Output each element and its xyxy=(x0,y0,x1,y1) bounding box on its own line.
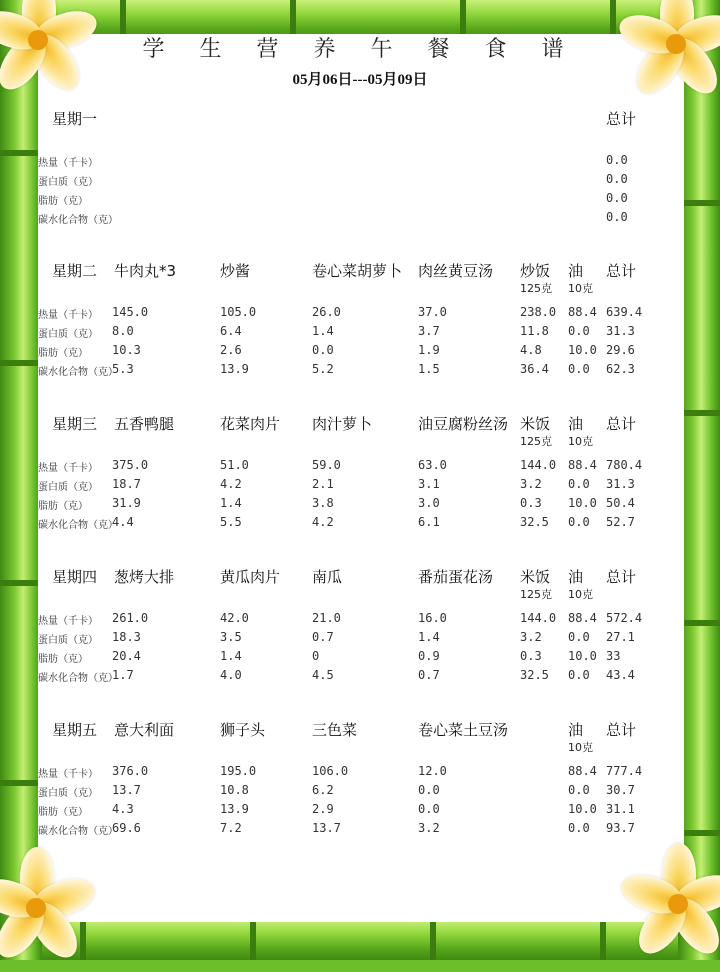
nutrient-value: 0.0 xyxy=(568,477,590,491)
nutrient-value: 145.0 xyxy=(112,305,149,319)
day-label: 星期三 xyxy=(52,415,98,433)
nutrient-value: 105.0 xyxy=(220,305,257,319)
staple-name: 炒饭 xyxy=(520,262,551,280)
nutrient-value: 16.0 xyxy=(418,611,447,625)
nutrient-label: 蛋白质（克） xyxy=(38,177,98,188)
nutrient-value: 31.3 xyxy=(606,324,635,338)
nutrient-value: 8.0 xyxy=(112,324,134,338)
nutrient-value: 0.0 xyxy=(568,324,590,338)
nutrient-value: 30.7 xyxy=(606,783,635,797)
nutrient-value: 3.2 xyxy=(520,477,542,491)
nutrient-value: 0.0 xyxy=(418,783,440,797)
nutrient-value: 0.0 xyxy=(606,153,628,167)
nutrient-label: 脂肪（克） xyxy=(38,196,88,207)
nutrient-value: 5.5 xyxy=(220,515,242,529)
day-label: 星期一 xyxy=(52,110,98,128)
nutrient-value: 777.4 xyxy=(606,764,643,778)
oil-qty: 10克 xyxy=(568,435,593,448)
day-block xyxy=(0,108,720,238)
nutrient-value: 10.0 xyxy=(568,802,597,816)
nutrient-value: 375.0 xyxy=(112,458,149,472)
nutrient-value: 1.7 xyxy=(112,668,134,682)
oil-qty: 10克 xyxy=(568,741,593,754)
date-range: 05月06日---05月09日 xyxy=(292,72,428,88)
nutrient-value: 0 xyxy=(312,649,320,663)
nutrient-value: 5.3 xyxy=(112,362,134,376)
nutrient-value: 5.2 xyxy=(312,362,334,376)
nutrient-value: 0.0 xyxy=(606,191,628,205)
nutrient-value: 32.5 xyxy=(520,515,549,529)
staple-name: 米饭 xyxy=(520,568,551,586)
flower-bottom-right-icon xyxy=(612,838,720,968)
nutrient-value: 1.4 xyxy=(220,496,242,510)
nutrient-label: 热量（千卡） xyxy=(38,310,98,321)
nutrient-value: 88.4 xyxy=(568,305,597,319)
nutrient-label: 热量（千卡） xyxy=(38,769,98,780)
nutrient-value: 59.0 xyxy=(312,458,341,472)
day-label: 星期四 xyxy=(52,568,98,586)
dish-name: 三色菜 xyxy=(312,721,358,739)
nutrient-value: 4.5 xyxy=(312,668,334,682)
nutrient-value: 0.0 xyxy=(606,172,628,186)
nutrient-value: 3.1 xyxy=(418,477,440,491)
nutrient-value: 144.0 xyxy=(520,611,557,625)
nutrient-value: 0.3 xyxy=(520,649,542,663)
dish-name: 牛肉丸*3 xyxy=(114,262,177,280)
nutrient-value: 29.6 xyxy=(606,343,635,357)
nutrient-value: 31.3 xyxy=(606,477,635,491)
staple-name: 米饭 xyxy=(520,415,551,433)
nutrient-value: 31.1 xyxy=(606,802,635,816)
nutrient-value: 3.2 xyxy=(520,630,542,644)
nutrient-value: 1.4 xyxy=(220,649,242,663)
day-block xyxy=(0,260,720,390)
nutrient-value: 37.0 xyxy=(418,305,447,319)
nutrient-value: 4.2 xyxy=(220,477,242,491)
nutrient-value: 27.1 xyxy=(606,630,635,644)
flower-center xyxy=(668,894,688,914)
nutrient-value: 4.0 xyxy=(220,668,242,682)
nutrient-label: 碳水化合物（克） xyxy=(38,520,118,531)
nutrient-value: 0.3 xyxy=(520,496,542,510)
nutrient-value: 88.4 xyxy=(568,764,597,778)
nutrient-label: 碳水化合物（克） xyxy=(38,215,118,226)
nutrient-value: 3.8 xyxy=(312,496,334,510)
staple-qty: 125克 xyxy=(520,588,552,601)
nutrient-label: 热量（千卡） xyxy=(38,616,98,627)
nutrient-value: 0.7 xyxy=(418,668,440,682)
nutrient-value: 18.7 xyxy=(112,477,141,491)
nutrient-value: 18.3 xyxy=(112,630,141,644)
dish-name: 黄瓜肉片 xyxy=(220,568,281,586)
dish-name: 南瓜 xyxy=(312,568,343,586)
day-block xyxy=(0,566,720,696)
oil-name: 油 xyxy=(568,568,584,586)
nutrient-value: 4.3 xyxy=(112,802,134,816)
staple-qty: 125克 xyxy=(520,282,552,295)
dish-name: 肉汁萝卜 xyxy=(312,415,373,433)
nutrient-value: 1.4 xyxy=(312,324,334,338)
nutrient-value: 63.0 xyxy=(418,458,447,472)
dish-name: 五香鸭腿 xyxy=(114,415,175,433)
nutrient-value: 0.0 xyxy=(568,515,590,529)
dish-name: 肉丝黄豆汤 xyxy=(418,262,494,280)
nutrient-value: 195.0 xyxy=(220,764,257,778)
nutrient-value: 36.4 xyxy=(520,362,549,376)
nutrient-value: 0.0 xyxy=(312,343,334,357)
nutrient-value: 13.7 xyxy=(312,821,341,835)
staple-qty: 125克 xyxy=(520,435,552,448)
page-title: 学 生 营 养 午 餐 食 谱 xyxy=(142,37,578,62)
nutrient-value: 33 xyxy=(606,649,621,663)
flower-center xyxy=(26,898,46,918)
nutrient-value: 1.9 xyxy=(418,343,440,357)
nutrient-value: 12.0 xyxy=(418,764,447,778)
nutrient-label: 蛋白质（克） xyxy=(38,482,98,493)
nutrient-value: 0.0 xyxy=(568,630,590,644)
nutrient-value: 780.4 xyxy=(606,458,643,472)
nutrient-value: 4.4 xyxy=(112,515,134,529)
nutrient-label: 蛋白质（克） xyxy=(38,329,98,340)
nutrient-value: 144.0 xyxy=(520,458,557,472)
nutrient-value: 0.0 xyxy=(568,821,590,835)
oil-name: 油 xyxy=(568,262,584,280)
dish-name: 卷心菜胡萝卜 xyxy=(312,262,403,280)
oil-name: 油 xyxy=(568,721,584,739)
nutrient-value: 32.5 xyxy=(520,668,549,682)
nutrient-value: 10.3 xyxy=(112,343,141,357)
nutrient-value: 10.0 xyxy=(568,496,597,510)
dish-name: 狮子头 xyxy=(220,721,266,739)
dish-name: 油豆腐粉丝汤 xyxy=(418,415,509,433)
nutrient-value: 62.3 xyxy=(606,362,635,376)
total-label: 总计 xyxy=(606,110,637,128)
nutrient-value: 88.4 xyxy=(568,611,597,625)
nutrient-value: 106.0 xyxy=(312,764,349,778)
nutrient-value: 52.7 xyxy=(606,515,635,529)
nutrient-value: 6.4 xyxy=(220,324,242,338)
nutrient-label: 脂肪（克） xyxy=(38,654,88,665)
nutrient-value: 31.9 xyxy=(112,496,141,510)
nutrient-value: 3.5 xyxy=(220,630,242,644)
nutrient-value: 13.9 xyxy=(220,362,249,376)
dish-name: 番茄蛋花汤 xyxy=(418,568,494,586)
nutrient-label: 蛋白质（克） xyxy=(38,635,98,646)
nutrient-value: 0.0 xyxy=(568,362,590,376)
dish-name: 意大利面 xyxy=(114,721,175,739)
nutrient-value: 10.8 xyxy=(220,783,249,797)
nutrient-value: 50.4 xyxy=(606,496,635,510)
oil-qty: 10克 xyxy=(568,588,593,601)
nutrient-value: 13.9 xyxy=(220,802,249,816)
nutrient-value: 4.2 xyxy=(312,515,334,529)
nutrient-value: 376.0 xyxy=(112,764,149,778)
nutrient-value: 1.5 xyxy=(418,362,440,376)
nutrient-value: 0.0 xyxy=(568,783,590,797)
nutrient-value: 261.0 xyxy=(112,611,149,625)
nutrient-value: 0.9 xyxy=(418,649,440,663)
nutrient-value: 4.8 xyxy=(520,343,542,357)
nutrient-value: 42.0 xyxy=(220,611,249,625)
nutrient-value: 10.0 xyxy=(568,649,597,663)
nutrient-value: 13.7 xyxy=(112,783,141,797)
nutrient-value: 572.4 xyxy=(606,611,643,625)
nutrient-label: 热量（千卡） xyxy=(38,463,98,474)
nutrient-value: 6.2 xyxy=(312,783,334,797)
nutrient-label: 热量（千卡） xyxy=(38,158,98,169)
total-label: 总计 xyxy=(606,415,637,433)
dish-name: 花菜肉片 xyxy=(220,415,281,433)
nutrient-value: 69.6 xyxy=(112,821,141,835)
nutrient-value: 2.1 xyxy=(312,477,334,491)
nutrient-value: 3.2 xyxy=(418,821,440,835)
nutrient-value: 238.0 xyxy=(520,305,557,319)
nutrient-value: 639.4 xyxy=(606,305,643,319)
nutrient-value: 43.4 xyxy=(606,668,635,682)
day-block xyxy=(0,413,720,543)
nutrient-label: 蛋白质（克） xyxy=(38,788,98,799)
nutrient-value: 0.0 xyxy=(418,802,440,816)
nutrient-value: 2.6 xyxy=(220,343,242,357)
nutrient-value: 1.4 xyxy=(418,630,440,644)
dish-name: 卷心菜土豆汤 xyxy=(418,721,509,739)
oil-name: 油 xyxy=(568,415,584,433)
total-label: 总计 xyxy=(606,721,637,739)
nutrient-value: 6.1 xyxy=(418,515,440,529)
nutrient-value: 3.0 xyxy=(418,496,440,510)
day-block xyxy=(0,719,720,849)
nutrient-value: 26.0 xyxy=(312,305,341,319)
nutrient-value: 0.7 xyxy=(312,630,334,644)
dish-name: 葱烤大排 xyxy=(114,568,175,586)
total-label: 总计 xyxy=(606,568,637,586)
nutrient-label: 碳水化合物（克） xyxy=(38,367,118,378)
nutrient-value: 10.0 xyxy=(568,343,597,357)
total-label: 总计 xyxy=(606,262,637,280)
dish-name: 炒酱 xyxy=(220,262,251,280)
nutrient-value: 11.8 xyxy=(520,324,549,338)
nutrient-label: 脂肪（克） xyxy=(38,348,88,359)
nutrient-value: 2.9 xyxy=(312,802,334,816)
nutrient-value: 88.4 xyxy=(568,458,597,472)
nutrient-value: 21.0 xyxy=(312,611,341,625)
nutrient-value: 3.7 xyxy=(418,324,440,338)
nutrient-value: 0.0 xyxy=(568,668,590,682)
flower-bottom-left-icon xyxy=(0,842,100,972)
day-label: 星期二 xyxy=(52,262,98,280)
nutrient-value: 20.4 xyxy=(112,649,141,663)
nutrient-label: 脂肪（克） xyxy=(38,807,88,818)
nutrient-value: 93.7 xyxy=(606,821,635,835)
nutrient-label: 碳水化合物（克） xyxy=(38,826,118,837)
nutrient-label: 碳水化合物（克） xyxy=(38,673,118,684)
nutrient-value: 0.0 xyxy=(606,210,628,224)
nutrient-value: 7.2 xyxy=(220,821,242,835)
day-label: 星期五 xyxy=(52,721,98,739)
nutrient-value: 51.0 xyxy=(220,458,249,472)
oil-qty: 10克 xyxy=(568,282,593,295)
nutrient-label: 脂肪（克） xyxy=(38,501,88,512)
